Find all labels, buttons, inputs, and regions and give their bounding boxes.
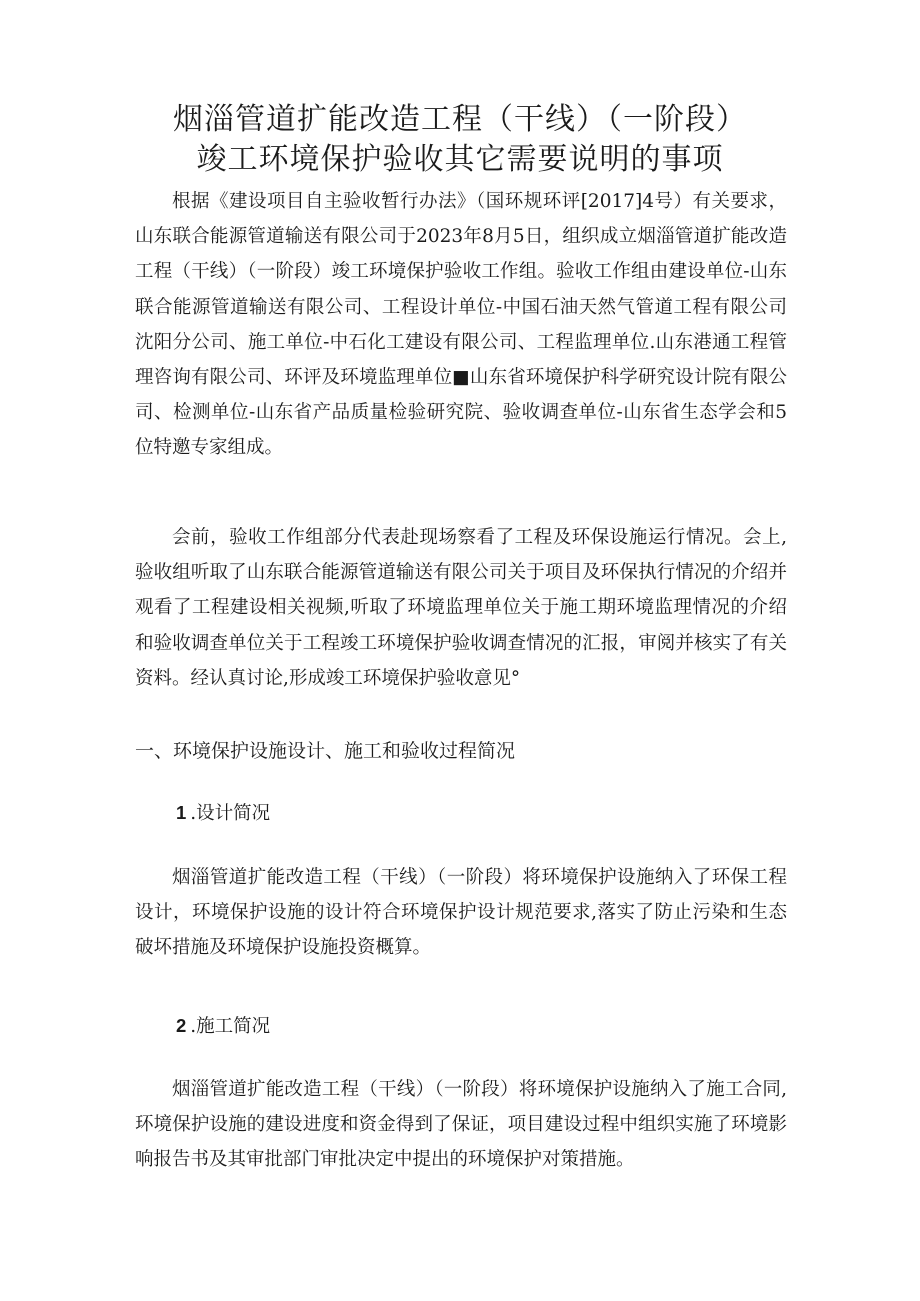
paragraph-meeting-summary: 会前，验收工作组部分代表赴现场察看了工程及环保设施运行情况。会上,验收组听取了山东联合能源管道输送有限公司关于项目及环保执行情况的介绍并观看了工程建设相关视频,听取了环境监理单位关于施工期环境监理情况的介绍和验收调查单位关于工程竣工环境保护验收调查情况的汇报，审阅并核实了有关资料。经认真讨论,形成竣工环境保护验收意见° — [135, 527, 787, 689]
subsection-number: 2 — [176, 1015, 187, 1036]
document-title-line-2: 竣工环境保护验收其它需要说明的事项 — [196, 142, 724, 177]
paragraph-design-overview: 烟淄管道扩能改造工程（干线）（一阶段）将环境保护设施纳入了环保工程设计，环境保护设施的设计符合环境保护设计规范要求,落实了防止污染和生态破坏措施及环境保护设施投资概算。 — [135, 867, 787, 959]
subsection-heading-construction — [176, 1011, 270, 1042]
subsection-label: .施工简况 — [190, 1016, 271, 1037]
paragraph-acceptance-basis: 根据《建设项目自主验收暂行办法》（国环规环评[2017]4号）有关要求，山东联合能源管道输送有限公司于2023年8月5日，组织成立烟淄管道扩能改造工程（干线）（一阶段）竣工环境保护验收工作组。验收工作组由建设单位-山东联合能源管道输送有限公司、工程设计单位-中国石油天然气管道工程有限公司沈阳分公司、施工单位-中石化工建设有限公司、工程监理单位.山东港通工程管理咨询有限公司、环评及环境监理单位■山东省环境保护科学研究设计院有限公司、检测单位-山东省产品质量检验研究院、验收调查单位-山东省生态学会和5位特邀专家组成。 — [135, 191, 787, 459]
document-title-line-1: 烟淄管道扩能改造工程（干线）（一阶段） — [173, 102, 747, 137]
subsection-number: 1 — [176, 802, 187, 823]
paragraph-construction-overview: 烟淄管道扩能改造工程（干线）（一阶段）将环境保护设施纳入了施工合同,环境保护设施的建设进度和资金得到了保证，项目建设过程中组织实施了环境影响报告书及其审批部门审批决定中提出的环境保护对策措施。 — [135, 1079, 787, 1171]
section-heading-1: 一、环境保护设施设计、施工和验收过程简况 — [135, 740, 516, 762]
subsection-heading-design — [176, 798, 270, 829]
subsection-label: .设计简况 — [190, 803, 271, 824]
